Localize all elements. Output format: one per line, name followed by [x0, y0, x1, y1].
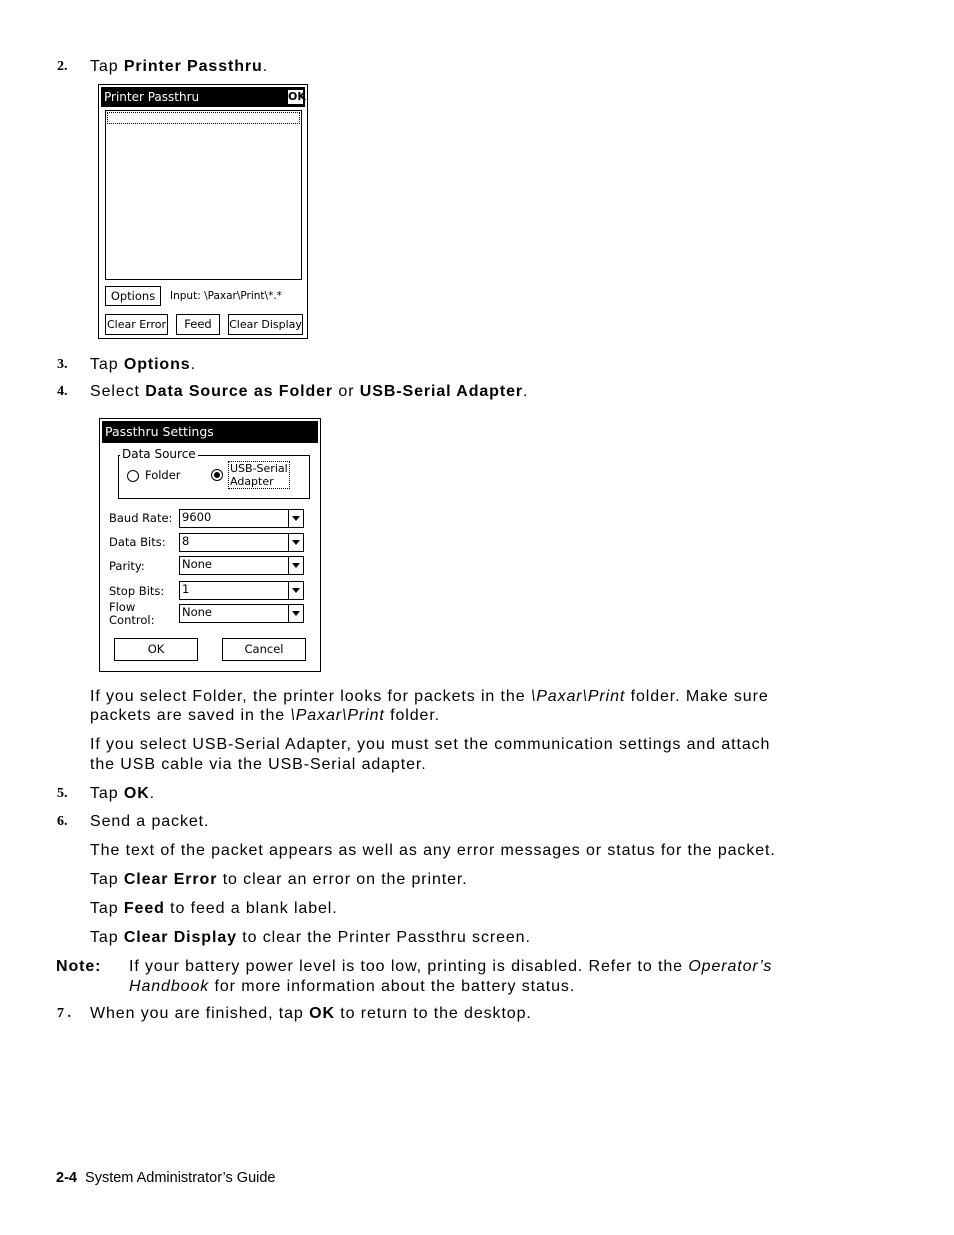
step-text: Tap	[90, 58, 124, 75]
options-button[interactable]	[105, 286, 161, 306]
step-text: When you are finished, tap	[90, 1005, 310, 1022]
input-path-label: Input: \Paxar\Print\*.*	[170, 290, 282, 302]
usb-serial-label-line: Adapter	[230, 475, 274, 488]
step-bold: USB-Serial Adapter	[359, 383, 523, 400]
chevron-down-icon	[288, 605, 303, 622]
footer	[56, 1170, 276, 1186]
note-italic: Handbook	[129, 978, 210, 995]
step-text: .	[149, 785, 156, 802]
step-number: 5.	[57, 786, 68, 801]
clear-display-paragraph	[90, 928, 531, 947]
note-line-1	[129, 957, 772, 976]
paragraph-text: Tap	[90, 900, 124, 917]
ok-label: OK	[147, 642, 165, 656]
step-bold: Printer Passthru	[123, 58, 263, 75]
clear-display-button[interactable]	[228, 314, 303, 335]
passthru-settings-window	[99, 418, 321, 672]
path-text: \Paxar\Print	[530, 688, 626, 705]
flow-control-label	[109, 601, 154, 627]
step-5-text	[90, 784, 155, 803]
paragraph-bold: Clear Display	[123, 929, 237, 946]
paragraph-text: to clear an error on the printer.	[217, 871, 468, 888]
cancel-button[interactable]	[222, 638, 306, 661]
folder-radio[interactable]	[127, 470, 139, 482]
step-number: 3.	[57, 357, 68, 372]
step-text: .	[523, 383, 529, 400]
step-bold: OK	[123, 785, 150, 802]
usb-paragraph-line-2: the USB cable via the USB-Serial adapter.	[90, 756, 427, 773]
paragraph-text: folder.	[384, 707, 441, 724]
parity-value: None	[182, 557, 213, 571]
step-bold: OK	[309, 1005, 335, 1022]
note-label: Note:	[56, 958, 102, 975]
window-title: Printer Passthru	[104, 90, 200, 104]
printer-passthru-window	[98, 84, 308, 339]
step-text: or	[333, 383, 360, 400]
usb-serial-label	[228, 461, 290, 489]
ok-button[interactable]	[287, 89, 304, 105]
clear-error-button[interactable]	[105, 314, 168, 335]
folder-label: Folder	[145, 468, 181, 482]
parity-select[interactable]	[179, 556, 304, 575]
step-bold: Data Source as Folder	[145, 383, 334, 400]
data-bits-select[interactable]	[179, 533, 304, 552]
step-number: 4.	[57, 384, 68, 399]
step-4-text	[90, 382, 528, 401]
input-line	[107, 112, 300, 124]
clear-display-label: Clear Display	[229, 318, 302, 331]
note-text: for more information about the battery status.	[209, 978, 576, 995]
step-text: Select	[90, 383, 146, 400]
paragraph-text: to feed a blank label.	[164, 900, 338, 917]
step-2-text	[90, 57, 268, 76]
paragraph-text: folder. Make sure	[625, 688, 769, 705]
flow-control-label-line: Control:	[109, 613, 155, 627]
flow-control-value: None	[182, 605, 213, 619]
usb-serial-radio[interactable]	[211, 469, 223, 481]
note-italic: Operator’s	[688, 958, 773, 975]
data-source-label: Data Source	[122, 447, 196, 461]
data-bits-label: Data Bits:	[109, 535, 166, 549]
window-title: Passthru Settings	[105, 424, 214, 439]
page-number: 2-4	[56, 1170, 77, 1186]
usb-paragraph-line-1: If you select USB-Serial Adapter, you must set the communication settings and attach	[90, 736, 771, 753]
baud-rate-select[interactable]	[179, 509, 304, 528]
stop-bits-label: Stop Bits:	[109, 584, 165, 598]
paragraph-text: to clear the Printer Passthru screen.	[236, 929, 531, 946]
step-text: Tap	[90, 785, 124, 802]
chevron-down-icon	[288, 582, 303, 599]
flow-control-select[interactable]	[179, 604, 304, 623]
chevron-down-icon	[288, 534, 303, 551]
step-text: .	[262, 58, 269, 75]
paragraph-bold: Feed	[123, 900, 165, 917]
note-line-2	[129, 977, 575, 996]
step-number: 6.	[57, 814, 68, 829]
path-text: \Paxar\Print	[290, 707, 385, 724]
feed-label: Feed	[184, 317, 212, 331]
stop-bits-value: 1	[182, 582, 190, 596]
feed-paragraph	[90, 899, 338, 918]
data-bits-value: 8	[182, 534, 190, 548]
footer-title: System Administrator’s Guide	[85, 1170, 276, 1186]
step-text: to return to the desktop.	[334, 1005, 532, 1022]
baud-rate-value: 9600	[182, 510, 212, 524]
cancel-label: Cancel	[244, 642, 284, 656]
feed-button[interactable]	[176, 314, 220, 335]
title-bar	[101, 87, 305, 107]
paragraph-text: If you select Folder, the printer looks for packets in the	[90, 688, 531, 705]
folder-paragraph-line-2	[90, 706, 440, 725]
step-text: .	[190, 356, 196, 373]
paragraph-text: packets are saved in the	[90, 707, 291, 724]
step-number: 2.	[57, 59, 68, 74]
clear-error-paragraph	[90, 870, 468, 889]
baud-rate-label: Baud Rate:	[109, 511, 173, 525]
step-text: Tap	[90, 356, 124, 373]
ok-button[interactable]	[114, 638, 198, 661]
chevron-down-icon	[288, 510, 303, 527]
output-textarea[interactable]	[105, 110, 302, 280]
paragraph-bold: Clear Error	[123, 871, 218, 888]
step-6-text: Send a packet.	[90, 813, 210, 830]
paragraph-text: Tap	[90, 929, 124, 946]
step-7-text	[90, 1004, 532, 1023]
packet-paragraph: The text of the packet appears as well as any error messages or status for the packet.	[90, 842, 776, 859]
usb-serial-label-line: USB-Serial	[230, 462, 288, 475]
chevron-down-icon	[288, 557, 303, 574]
step-bold: Options	[123, 356, 191, 373]
parity-label: Parity:	[109, 559, 145, 573]
clear-error-label: Clear Error	[106, 318, 167, 331]
step-3-text	[90, 355, 196, 374]
title-bar	[102, 421, 318, 443]
stop-bits-select[interactable]	[179, 581, 304, 600]
folder-paragraph-line-1	[90, 687, 769, 706]
paragraph-text: Tap	[90, 871, 124, 888]
options-label: Options	[110, 289, 156, 303]
note-text: If your battery power level is too low, printing is disabled. Refer to the	[129, 958, 689, 975]
ok-label: OK	[288, 90, 306, 103]
step-number: 7 .	[57, 1006, 71, 1021]
flow-control-label-line: Flow	[109, 600, 136, 614]
